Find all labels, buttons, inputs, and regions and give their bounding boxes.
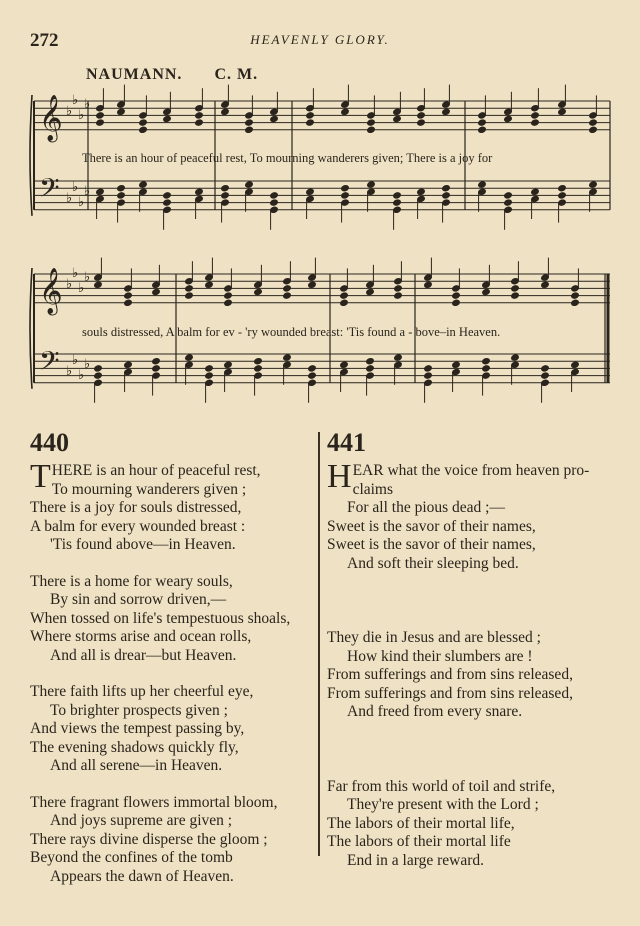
flat-icon: ♭ <box>84 184 91 199</box>
notehead <box>224 361 233 368</box>
verse-text: EAR what the voice from heaven pro- <box>352 462 590 479</box>
notehead <box>424 281 433 288</box>
stanza <box>30 794 318 887</box>
sheet-music <box>0 0 640 420</box>
notehead <box>221 192 230 199</box>
notehead <box>452 299 461 306</box>
stanza <box>327 458 617 573</box>
verse-line: How kind their slumbers are ! <box>347 647 533 665</box>
verse-line: By sin and sorrow driven,— <box>50 591 227 608</box>
notehead <box>478 119 487 126</box>
notehead <box>511 292 520 299</box>
notehead <box>478 126 487 133</box>
notehead <box>139 119 148 126</box>
notehead <box>308 365 317 372</box>
notehead <box>394 292 403 299</box>
notehead <box>482 288 491 295</box>
flat-icon: ♭ <box>66 277 73 292</box>
notehead <box>124 361 133 368</box>
verse-line: And freed from every snare. <box>347 703 523 720</box>
notehead <box>283 354 292 361</box>
notehead <box>452 361 461 368</box>
verse-line: A balm for every wounded breast : <box>30 517 246 535</box>
verse-line: From sufferings and from sins released, <box>327 666 573 683</box>
notehead <box>94 372 103 379</box>
column-divider <box>318 432 320 856</box>
notehead <box>306 119 315 126</box>
notehead <box>541 365 550 372</box>
notehead <box>424 365 433 372</box>
verse-line: There is a home for weary souls, <box>30 572 233 590</box>
notehead <box>124 292 133 299</box>
notehead <box>308 372 317 379</box>
verse-line: The labors of their mortal life <box>327 833 511 850</box>
verse-text: HERE is an hour of peaceful rest, <box>51 462 261 479</box>
notehead <box>417 119 426 126</box>
flat-icon: ♭ <box>78 368 85 383</box>
notehead <box>96 119 105 126</box>
flat-icon: ♭ <box>66 104 73 119</box>
notehead <box>541 281 550 288</box>
notehead <box>452 292 461 299</box>
notehead <box>442 185 451 192</box>
flat-icon: ♭ <box>84 270 91 285</box>
treble-clef-icon: 𝄞 <box>39 95 63 141</box>
verse-line: And all is drear—but Heaven. <box>50 646 237 664</box>
notehead <box>504 115 513 122</box>
notehead <box>306 112 315 119</box>
verse-line: To brighter prospects given ; <box>50 701 228 719</box>
notehead <box>482 365 491 372</box>
treble-clef-icon: 𝄞 <box>39 268 63 314</box>
notehead <box>589 126 598 133</box>
notehead <box>124 299 133 306</box>
notehead <box>224 299 233 306</box>
flat-icon: ♭ <box>84 97 91 112</box>
verse-line: The labors of their mortal life, <box>327 814 515 832</box>
verse-line: There rays divine disperse the gloom ; <box>30 830 268 848</box>
notehead <box>139 126 148 133</box>
notehead <box>270 199 279 206</box>
verse-line: Sweet is the savor of their names, <box>327 517 536 535</box>
verse-line: When tossed on life's tempestuous shoals, <box>30 609 291 627</box>
notehead <box>205 372 214 379</box>
notehead <box>270 192 279 199</box>
notehead <box>394 285 403 292</box>
notehead <box>139 181 148 188</box>
notehead <box>340 361 349 368</box>
notehead <box>205 281 214 288</box>
notehead <box>185 354 194 361</box>
verse-line: End in a large reward. <box>347 851 485 869</box>
notehead <box>245 126 254 133</box>
verse-line: Appears the dawn of Heaven. <box>50 867 234 885</box>
running-title: HEAVENLY GLORY. <box>250 32 390 47</box>
flat-icon: ♭ <box>78 281 85 296</box>
verse-line: From sufferings and from sins released, <box>327 684 573 702</box>
verse-line: Far from this world of toil and strife, <box>327 777 556 795</box>
stanza <box>327 629 617 722</box>
notehead <box>366 358 375 365</box>
verse-line: And all serene—in Heaven. <box>50 757 223 774</box>
tune-lyrics-2: souls distressed, A balm for ev - 'ry wounded breast: 'Tis found a - bove–in Heaven. <box>82 325 501 339</box>
notehead <box>571 292 580 299</box>
notehead <box>366 288 375 295</box>
notehead <box>96 188 105 195</box>
notehead <box>152 288 161 295</box>
notehead <box>367 119 376 126</box>
drop-cap: H <box>327 458 352 495</box>
notehead <box>341 108 350 115</box>
notehead <box>394 354 403 361</box>
flat-icon: ♭ <box>66 191 73 206</box>
notehead <box>541 372 550 379</box>
verse-line: There faith lifts up her cheerful eye, <box>30 683 254 700</box>
notehead <box>163 115 172 122</box>
verse-line: The evening shadows quickly fly, <box>30 738 239 756</box>
notehead <box>558 185 567 192</box>
notehead <box>195 112 204 119</box>
notehead <box>367 181 376 188</box>
flat-icon: ♭ <box>72 266 79 281</box>
notehead <box>117 185 126 192</box>
system-brace <box>30 268 32 389</box>
notehead <box>504 192 513 199</box>
verse-line: There fragrant flowers immortal bloom, <box>30 793 278 811</box>
notehead <box>478 181 487 188</box>
notehead <box>185 285 194 292</box>
notehead <box>393 199 402 206</box>
verse-line: And soft their sleeping bed. <box>347 554 519 572</box>
verse-line: Sweet is the savor of their names, <box>327 536 536 553</box>
notehead <box>195 119 204 126</box>
flat-icon: ♭ <box>84 357 91 372</box>
hymn-number: 441 <box>327 428 366 457</box>
notehead <box>504 199 513 206</box>
flat-icon: ♭ <box>72 353 79 368</box>
drop-cap: T <box>30 458 51 495</box>
notehead <box>163 192 172 199</box>
notehead <box>308 281 317 288</box>
notehead <box>482 358 491 365</box>
notehead <box>340 292 349 299</box>
verse-line: For all the pious dead ;— <box>347 499 505 516</box>
notehead <box>117 108 126 115</box>
notehead <box>531 119 540 126</box>
notehead <box>283 285 292 292</box>
verse-line: They die in Jesus and are blessed ; <box>327 629 541 646</box>
notehead <box>393 192 402 199</box>
bass-clef-icon: 𝄢 <box>39 345 60 383</box>
notehead <box>283 292 292 299</box>
stanza <box>30 458 318 555</box>
notehead <box>558 108 567 115</box>
notehead <box>163 199 172 206</box>
tune-name: NAUMANN. <box>86 66 183 83</box>
stanza <box>30 573 318 666</box>
notehead <box>366 365 375 372</box>
notehead <box>571 361 580 368</box>
notehead <box>254 288 263 295</box>
notehead <box>442 192 451 199</box>
verse-line: Where storms arise and ocean rolls, <box>30 628 252 645</box>
notehead <box>531 112 540 119</box>
notehead <box>152 365 161 372</box>
notehead <box>221 185 230 192</box>
notehead <box>270 115 279 122</box>
notehead <box>221 108 230 115</box>
notehead <box>94 365 103 372</box>
notehead <box>96 112 105 119</box>
notehead <box>185 292 194 299</box>
system-brace <box>30 95 32 216</box>
notehead <box>195 188 204 195</box>
notehead <box>306 188 315 195</box>
notehead <box>245 181 254 188</box>
notehead <box>417 112 426 119</box>
hymn-440-text <box>30 458 318 886</box>
notehead <box>571 299 580 306</box>
notehead <box>340 299 349 306</box>
notehead <box>117 192 126 199</box>
page-number: 272 <box>30 30 59 51</box>
notehead <box>341 192 350 199</box>
hymn-441-text <box>327 458 617 870</box>
notehead <box>152 358 161 365</box>
notehead <box>393 115 402 122</box>
notehead <box>94 281 103 288</box>
notehead <box>424 372 433 379</box>
notehead <box>589 119 598 126</box>
flat-icon: ♭ <box>72 93 79 108</box>
verse-line: claims <box>352 480 394 498</box>
notehead <box>205 365 214 372</box>
notehead <box>245 119 254 126</box>
hymn-440 <box>30 428 318 904</box>
hymn-number: 440 <box>30 428 69 457</box>
flat-icon: ♭ <box>78 195 85 210</box>
verse-line: They're present with the Lord ; <box>347 796 539 813</box>
notehead <box>558 192 567 199</box>
notehead <box>511 285 520 292</box>
notehead <box>417 188 426 195</box>
tune-meter: C. M. <box>214 66 259 83</box>
notehead <box>589 181 598 188</box>
verse-line: Beyond the confines of the tomb <box>30 849 233 866</box>
notehead <box>442 108 451 115</box>
stanza <box>327 778 617 871</box>
notehead <box>367 126 376 133</box>
notehead <box>531 188 540 195</box>
notehead <box>511 354 520 361</box>
hymn-441 <box>327 428 617 926</box>
stanza <box>30 683 318 776</box>
verse-line: To mourning wanderers given ; <box>51 480 247 498</box>
tune-lyrics-1: There is an hour of peaceful rest, To mourning wanderers given; There is a joy for <box>82 151 493 165</box>
notehead <box>254 358 263 365</box>
flat-icon: ♭ <box>66 364 73 379</box>
verse-line: And joys supreme are given ; <box>50 812 233 829</box>
notehead <box>224 292 233 299</box>
flat-icon: ♭ <box>72 180 79 195</box>
flat-icon: ♭ <box>78 108 85 123</box>
verse-line: There is a joy for souls distressed, <box>30 499 242 516</box>
verse-line: And views the tempest passing by, <box>30 720 245 737</box>
notehead <box>341 185 350 192</box>
verse-line: 'Tis found above—in Heaven. <box>50 536 236 553</box>
notehead <box>254 365 263 372</box>
bass-clef-icon: 𝄢 <box>39 172 60 210</box>
